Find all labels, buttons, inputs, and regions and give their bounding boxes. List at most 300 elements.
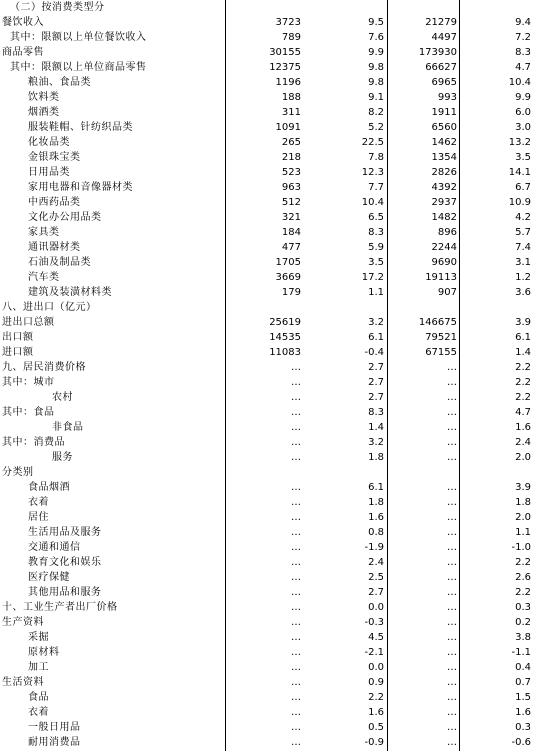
table-row: [0, 240, 553, 255]
row-label: （二）按消费类型分: [10, 2, 105, 13]
row-value-1: [226, 300, 301, 315]
row-label: 粮油、食品类: [28, 77, 91, 88]
row-value-3: 19113: [425, 272, 457, 283]
row-value-4: 2.2: [515, 377, 531, 388]
row-value-2: 2.5: [368, 572, 384, 583]
row-label: 其中：消费品: [2, 437, 65, 448]
row-value-1: …: [291, 707, 301, 718]
row-label: 汽车类: [28, 272, 60, 283]
row-value-2: 5.2: [368, 122, 384, 133]
row-value-4: 2.2: [515, 392, 531, 403]
table-row: [0, 255, 553, 270]
row-value-1: …: [291, 572, 301, 583]
row-value-3: …: [447, 737, 457, 748]
row-value-4: 0.4: [515, 662, 531, 673]
table-row: [0, 120, 553, 135]
row-value-4: 1.1: [515, 527, 531, 538]
row-value-1: [226, 465, 301, 480]
row-value-3: …: [447, 587, 457, 598]
row-label: 金银珠宝类: [28, 152, 81, 163]
row-label: 十、工业生产者出厂价格: [2, 602, 118, 613]
row-value-2: 0.9: [368, 677, 384, 688]
row-value-3: 2826: [431, 167, 457, 178]
row-value-2: 0.5: [368, 722, 384, 733]
row-value-3: …: [447, 632, 457, 643]
row-value-3: [389, 465, 457, 480]
row-label: 化妆品类: [28, 137, 70, 148]
row-label: 分类别: [2, 467, 34, 478]
row-value-4: 0.7: [515, 677, 531, 688]
row-value-3: 6965: [431, 77, 457, 88]
row-value-2: 9.8: [368, 62, 384, 73]
row-value-4: 1.6: [515, 707, 531, 718]
row-value-1: …: [291, 617, 301, 628]
table-row: [0, 495, 553, 510]
table-row: [0, 405, 553, 420]
row-value-1: 1705: [275, 257, 301, 268]
row-label: 进口额: [2, 347, 34, 358]
row-label: 饮料类: [28, 92, 60, 103]
row-value-4: 6.0: [515, 107, 531, 118]
row-value-1: 12375: [269, 62, 301, 73]
row-value-3: 1911: [431, 107, 457, 118]
row-value-3: …: [447, 527, 457, 538]
row-value-1: …: [291, 692, 301, 703]
row-value-2: 0.0: [368, 602, 384, 613]
table-row: [0, 645, 553, 660]
row-value-1: 311: [281, 107, 301, 118]
row-label: 日用品类: [28, 167, 70, 178]
row-value-1: 265: [281, 137, 301, 148]
row-label: 家具类: [28, 227, 60, 238]
row-value-3: 21279: [425, 17, 457, 28]
row-value-2: -0.4: [364, 347, 384, 358]
row-label: 农村: [52, 392, 73, 403]
row-value-4: 13.2: [508, 137, 531, 148]
table-row: [0, 465, 553, 480]
row-value-4: 4.2: [515, 212, 531, 223]
table-row: [0, 510, 553, 525]
row-value-4: 3.1: [515, 257, 531, 268]
table-row: [0, 660, 553, 675]
row-value-2: -2.1: [364, 647, 384, 658]
table-row: [0, 30, 553, 45]
row-value-3: …: [447, 647, 457, 658]
table-row: [0, 570, 553, 585]
table-row: [0, 315, 553, 330]
row-value-1: …: [291, 512, 301, 523]
row-value-4: 10.9: [508, 197, 531, 208]
row-value-2: 2.4: [368, 557, 384, 568]
row-label: 其中：限额以上单位商品零售: [10, 62, 147, 73]
row-value-2: 6.5: [368, 212, 384, 223]
row-value-4: 0.3: [515, 602, 531, 613]
table-row: [0, 690, 553, 705]
row-value-3: …: [447, 677, 457, 688]
row-value-2: 9.1: [368, 92, 384, 103]
table-row: [0, 300, 553, 315]
row-value-1: …: [291, 632, 301, 643]
row-value-3: 2244: [431, 242, 457, 253]
row-value-1: …: [291, 452, 301, 463]
row-label: 食品烟酒: [28, 482, 70, 493]
row-value-4: 14.1: [508, 167, 531, 178]
row-label: 教育文化和娱乐: [28, 557, 102, 568]
table-row: [0, 615, 553, 630]
row-value-3: 1482: [431, 212, 457, 223]
row-value-2: 9.9: [368, 47, 384, 58]
table-row: [0, 360, 553, 375]
row-label: 衣着: [28, 707, 49, 718]
row-value-1: …: [291, 677, 301, 688]
table-row: [0, 75, 553, 90]
row-value-2: [301, 300, 384, 315]
row-value-4: 6.1: [515, 332, 531, 343]
row-value-2: 1.8: [368, 452, 384, 463]
row-value-1: 963: [281, 182, 301, 193]
row-value-1: …: [291, 722, 301, 733]
row-label: 进出口总额: [2, 317, 55, 328]
row-value-3: 993: [437, 92, 457, 103]
row-value-4: 5.7: [515, 227, 531, 238]
row-value-3: 146675: [418, 317, 457, 328]
row-value-1: 512: [281, 197, 301, 208]
row-value-1: 30155: [269, 47, 301, 58]
row-value-4: 4.7: [515, 62, 531, 73]
row-label: 中西药品类: [28, 197, 81, 208]
row-value-1: 188: [281, 92, 301, 103]
row-value-3: …: [447, 722, 457, 733]
row-value-3: …: [447, 557, 457, 568]
row-value-1: …: [291, 662, 301, 673]
row-value-4: 1.5: [515, 692, 531, 703]
row-value-4: 9.9: [515, 92, 531, 103]
row-value-1: …: [291, 527, 301, 538]
table-row: [0, 720, 553, 735]
row-value-2: 2.7: [368, 392, 384, 403]
row-value-4: 7.2: [515, 32, 531, 43]
row-value-1: 1196: [275, 77, 301, 88]
row-value-3: …: [447, 392, 457, 403]
row-value-1: 321: [281, 212, 301, 223]
row-label: 其中：食品: [2, 407, 55, 418]
row-label: 非食品: [52, 422, 84, 433]
table-row: [0, 270, 553, 285]
row-value-2: 8.2: [368, 107, 384, 118]
table-row: [0, 105, 553, 120]
row-value-4: 3.0: [515, 122, 531, 133]
row-label: 服务: [52, 452, 73, 463]
row-value-4: 3.5: [515, 152, 531, 163]
row-value-2: 3.2: [368, 437, 384, 448]
table-row: [0, 525, 553, 540]
row-value-1: 14535: [269, 332, 301, 343]
row-value-2: 2.7: [368, 377, 384, 388]
row-value-1: …: [291, 497, 301, 508]
table-row: [0, 210, 553, 225]
row-value-2: 7.6: [368, 32, 384, 43]
table-row: [0, 90, 553, 105]
row-value-3: …: [447, 362, 457, 373]
table-row: [0, 555, 553, 570]
row-value-4: 2.4: [515, 437, 531, 448]
row-label: 其中：限额以上单位餐饮收入: [10, 32, 147, 43]
row-label: 加工: [28, 662, 49, 673]
row-value-3: …: [447, 452, 457, 463]
row-value-2: 17.2: [361, 272, 384, 283]
table-row: [0, 15, 553, 30]
row-value-4: 2.0: [515, 512, 531, 523]
table-row: [0, 435, 553, 450]
table-row: [0, 150, 553, 165]
row-label: 居住: [28, 512, 49, 523]
row-value-1: …: [291, 557, 301, 568]
row-value-2: 12.3: [361, 167, 384, 178]
row-value-4: 3.6: [515, 287, 531, 298]
row-value-3: …: [447, 482, 457, 493]
row-value-2: [301, 0, 384, 15]
row-value-3: 4392: [431, 182, 457, 193]
row-label: 出口额: [2, 332, 34, 343]
row-value-3: 67155: [425, 347, 457, 358]
row-value-3: …: [447, 422, 457, 433]
row-value-4: 1.2: [515, 272, 531, 283]
row-value-1: …: [291, 362, 301, 373]
row-label: 通讯器材类: [28, 242, 81, 253]
row-value-3: 1462: [431, 137, 457, 148]
row-value-2: 9.8: [368, 77, 384, 88]
row-value-4: [461, 0, 531, 15]
row-value-2: 2.7: [368, 587, 384, 598]
table-row: [0, 180, 553, 195]
row-label: 一般日用品: [28, 722, 81, 733]
table-row: [0, 420, 553, 435]
row-label: 交通和通信: [28, 542, 81, 553]
row-value-1: 3669: [275, 272, 301, 283]
row-value-1: …: [291, 407, 301, 418]
table-row: [0, 705, 553, 720]
row-label: 其中：城市: [2, 377, 55, 388]
row-value-4: 8.3: [515, 47, 531, 58]
table-row: [0, 585, 553, 600]
row-value-4: [461, 300, 531, 315]
row-value-1: [226, 0, 301, 15]
row-value-3: 2937: [431, 197, 457, 208]
table-row: [0, 390, 553, 405]
row-value-1: 3723: [275, 17, 301, 28]
row-label: 医疗保健: [28, 572, 70, 583]
row-value-2: 1.1: [368, 287, 384, 298]
row-value-2: 6.1: [368, 482, 384, 493]
row-label: 商品零售: [2, 47, 44, 58]
row-value-4: 2.2: [515, 362, 531, 373]
row-value-1: 11083: [269, 347, 301, 358]
row-value-4: 2.0: [515, 452, 531, 463]
row-value-4: 1.6: [515, 422, 531, 433]
row-label: 九、居民消费价格: [2, 362, 86, 373]
row-value-4: 3.8: [515, 632, 531, 643]
row-value-4: 0.3: [515, 722, 531, 733]
row-value-3: 907: [437, 287, 457, 298]
table-row: [0, 45, 553, 60]
row-value-2: 0.8: [368, 527, 384, 538]
row-value-3: …: [447, 662, 457, 673]
row-value-2: -0.9: [364, 737, 384, 748]
table-row: [0, 480, 553, 495]
table-row: [0, 345, 553, 360]
row-value-2: -1.9: [364, 542, 384, 553]
row-label: 耐用消费品: [28, 737, 81, 748]
row-value-3: 173930: [418, 47, 457, 58]
row-value-1: …: [291, 737, 301, 748]
row-value-3: …: [447, 707, 457, 718]
row-label: 生产资料: [2, 617, 44, 628]
row-value-3: [389, 300, 457, 315]
row-value-4: 2.6: [515, 572, 531, 583]
row-value-4: 3.9: [515, 317, 531, 328]
row-value-1: …: [291, 437, 301, 448]
row-value-2: [301, 465, 384, 480]
row-value-4: 10.4: [508, 77, 531, 88]
table-row: [0, 675, 553, 690]
row-value-3: …: [447, 437, 457, 448]
row-value-4: 1.4: [515, 347, 531, 358]
row-value-2: 1.6: [368, 707, 384, 718]
row-value-1: …: [291, 392, 301, 403]
row-value-2: 2.2: [368, 692, 384, 703]
row-value-4: -0.6: [511, 737, 531, 748]
row-value-2: 3.2: [368, 317, 384, 328]
row-value-2: 5.9: [368, 242, 384, 253]
row-value-4: [461, 465, 531, 480]
row-label: 生活资料: [2, 677, 44, 688]
row-value-2: -0.3: [364, 617, 384, 628]
row-value-3: …: [447, 497, 457, 508]
row-value-1: 218: [281, 152, 301, 163]
row-label: 烟酒类: [28, 107, 60, 118]
row-value-1: …: [291, 542, 301, 553]
row-value-4: 2.2: [515, 557, 531, 568]
row-value-3: …: [447, 572, 457, 583]
row-value-3: 1354: [431, 152, 457, 163]
table-row: [0, 165, 553, 180]
row-value-4: 7.4: [515, 242, 531, 253]
row-value-3: …: [447, 512, 457, 523]
row-value-1: …: [291, 422, 301, 433]
row-value-2: 4.5: [368, 632, 384, 643]
row-label: 衣着: [28, 497, 49, 508]
row-value-2: 10.4: [361, 197, 384, 208]
row-value-2: 7.8: [368, 152, 384, 163]
table-row: [0, 540, 553, 555]
row-label: 其他用品和服务: [28, 587, 102, 598]
table-row: [0, 330, 553, 345]
row-value-1: 477: [281, 242, 301, 253]
row-value-4: -1.1: [511, 647, 531, 658]
row-value-1: 523: [281, 167, 301, 178]
row-value-3: 896: [437, 227, 457, 238]
row-value-1: 184: [281, 227, 301, 238]
row-value-2: 9.5: [368, 17, 384, 28]
table-row: [0, 195, 553, 210]
table-row: [0, 225, 553, 240]
row-value-1: …: [291, 647, 301, 658]
row-value-3: 6560: [431, 122, 457, 133]
row-value-3: [389, 0, 457, 15]
row-value-1: 179: [281, 287, 301, 298]
row-value-2: 8.3: [368, 407, 384, 418]
row-label: 建筑及装潢材料类: [28, 287, 112, 298]
row-value-1: 25619: [269, 317, 301, 328]
table-row: [0, 600, 553, 615]
row-value-2: 1.4: [368, 422, 384, 433]
row-value-1: 789: [281, 32, 301, 43]
row-value-2: 6.1: [368, 332, 384, 343]
row-value-3: …: [447, 692, 457, 703]
row-value-4: 3.9: [515, 482, 531, 493]
table-row: [0, 60, 553, 75]
table-row: [0, 375, 553, 390]
row-value-2: 7.7: [368, 182, 384, 193]
row-value-2: 8.3: [368, 227, 384, 238]
row-label: 生活用品及服务: [28, 527, 102, 538]
row-label: 文化办公用品类: [28, 212, 102, 223]
row-value-3: …: [447, 377, 457, 388]
table-row: [0, 285, 553, 300]
row-value-4: 9.4: [515, 17, 531, 28]
row-label: 餐饮收入: [2, 17, 44, 28]
row-value-4: -1.0: [511, 542, 531, 553]
row-value-3: …: [447, 407, 457, 418]
row-value-1: …: [291, 377, 301, 388]
row-label: 采掘: [28, 632, 49, 643]
row-value-1: 1091: [275, 122, 301, 133]
row-label: 石油及制品类: [28, 257, 91, 268]
row-value-1: …: [291, 482, 301, 493]
row-value-2: 3.5: [368, 257, 384, 268]
row-value-4: 1.8: [515, 497, 531, 508]
row-label: 食品: [28, 692, 49, 703]
table-row: [0, 450, 553, 465]
row-value-4: 6.7: [515, 182, 531, 193]
row-value-1: …: [291, 587, 301, 598]
row-label: 服装鞋帽、针纺织品类: [28, 122, 133, 133]
row-value-3: …: [447, 617, 457, 628]
table-row: [0, 630, 553, 645]
row-value-3: 79521: [425, 332, 457, 343]
row-value-3: 66627: [425, 62, 457, 73]
row-value-3: 4497: [431, 32, 457, 43]
row-value-2: 0.0: [368, 662, 384, 673]
row-label: 八、进出口（亿元）: [2, 302, 97, 313]
row-value-4: 4.7: [515, 407, 531, 418]
row-label: 原材料: [28, 647, 60, 658]
table-row: [0, 735, 553, 750]
row-value-3: …: [447, 542, 457, 553]
row-value-3: …: [447, 602, 457, 613]
row-value-2: 22.5: [361, 137, 384, 148]
row-value-1: …: [291, 602, 301, 613]
row-label: 家用电器和音像器材类: [28, 182, 133, 193]
table-row: [0, 135, 553, 150]
row-value-2: 1.8: [368, 497, 384, 508]
row-value-4: 2.2: [515, 587, 531, 598]
row-value-2: 1.6: [368, 512, 384, 523]
table-row: [0, 0, 553, 15]
row-value-4: 0.2: [515, 617, 531, 628]
row-value-3: 9690: [431, 257, 457, 268]
row-value-2: 2.7: [368, 362, 384, 373]
